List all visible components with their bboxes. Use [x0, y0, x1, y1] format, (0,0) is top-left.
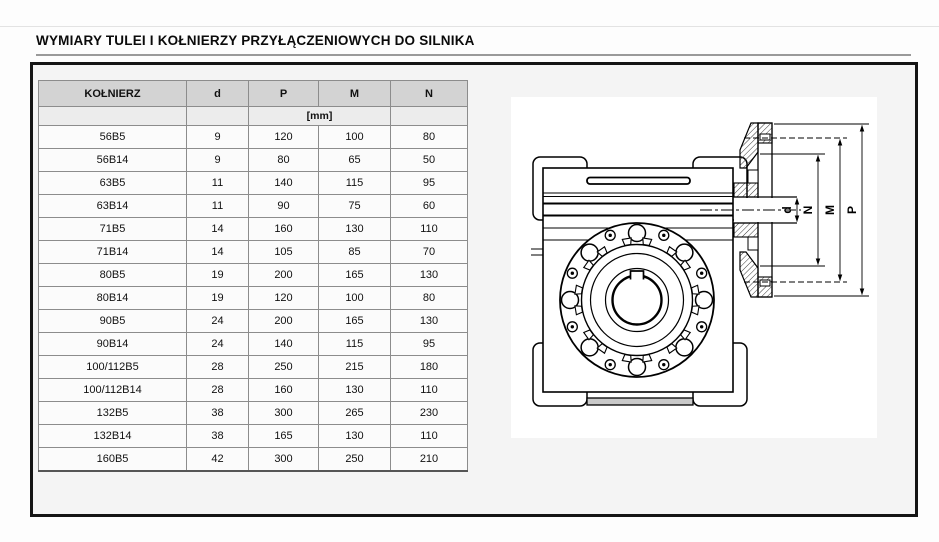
unit-label-cell: [mm] — [249, 107, 391, 126]
table-cell: 11 — [187, 195, 249, 218]
table-cell: 38 — [187, 402, 249, 425]
column-header-n: N — [391, 81, 468, 107]
table-cell: 80 — [391, 287, 468, 310]
dim-label-d: d — [780, 206, 794, 214]
table-cell: 95 — [391, 333, 468, 356]
table-cell: 85 — [319, 241, 391, 264]
table-cell: 165 — [319, 310, 391, 333]
table-cell: 160 — [249, 379, 319, 402]
table-row — [39, 149, 468, 172]
table-cell: 28 — [187, 356, 249, 379]
table-cell: 75 — [319, 195, 391, 218]
page-top-divider — [0, 26, 939, 27]
table-cell: 80 — [249, 149, 319, 172]
table-cell: 200 — [249, 310, 319, 333]
page-title: WYMIARY TULEI I KOŁNIERZY PRZYŁĄCZENIOWYCH DO SILNIKA — [36, 33, 475, 48]
table-cell: 130 — [391, 310, 468, 333]
table-cell: 24 — [187, 333, 249, 356]
table-cell: 130 — [319, 425, 391, 448]
table-row — [39, 379, 468, 402]
gearbox-bottom-plate — [587, 398, 693, 405]
table-cell: 11 — [187, 172, 249, 195]
table-row — [39, 425, 468, 448]
oil-level-slot — [587, 178, 690, 185]
table-cell: 132B5 — [39, 402, 187, 425]
table-cell: 160 — [249, 218, 319, 241]
table-cell: 63B14 — [39, 195, 187, 218]
table-cell: 100 — [319, 126, 391, 149]
table-cell: 250 — [319, 448, 391, 472]
table-cell: 120 — [249, 287, 319, 310]
table-header — [39, 81, 468, 126]
table-row — [39, 287, 468, 310]
table-cell: 90 — [249, 195, 319, 218]
column-header-d: d — [187, 81, 249, 107]
unit-row-empty-cell — [39, 107, 187, 126]
table-cell: 80 — [391, 126, 468, 149]
content-panel — [30, 62, 918, 517]
gearbox-flange-drawing — [511, 97, 877, 438]
table-cell: 9 — [187, 126, 249, 149]
table-cell: 140 — [249, 333, 319, 356]
output-flange-face — [560, 223, 714, 377]
table-cell: 50 — [391, 149, 468, 172]
table-body — [39, 126, 468, 472]
table-cell: 265 — [319, 402, 391, 425]
dimension-labels — [780, 205, 859, 215]
table-cell: 24 — [187, 310, 249, 333]
dim-label-p: P — [845, 205, 859, 215]
table-cell: 14 — [187, 218, 249, 241]
table-row — [39, 172, 468, 195]
header-row — [39, 81, 468, 107]
table-cell: 56B5 — [39, 126, 187, 149]
table-row — [39, 448, 468, 472]
table-cell: 110 — [391, 218, 468, 241]
table-cell: 63B5 — [39, 172, 187, 195]
table-cell: 71B5 — [39, 218, 187, 241]
table-cell: 60 — [391, 195, 468, 218]
dim-label-n: N — [801, 205, 815, 215]
table-cell: 70 — [391, 241, 468, 264]
table-cell: 38 — [187, 425, 249, 448]
table-cell: 19 — [187, 287, 249, 310]
table-cell: 90B14 — [39, 333, 187, 356]
table-cell: 130 — [319, 379, 391, 402]
table-cell: 180 — [391, 356, 468, 379]
table-cell: 165 — [319, 264, 391, 287]
table-cell: 230 — [391, 402, 468, 425]
table-cell: 300 — [249, 402, 319, 425]
table-cell: 115 — [319, 172, 391, 195]
table-cell: 65 — [319, 149, 391, 172]
table-cell: 130 — [319, 218, 391, 241]
shaft-bore — [613, 276, 662, 325]
table-cell: 56B14 — [39, 149, 187, 172]
table-cell: 19 — [187, 264, 249, 287]
table-cell: 160B5 — [39, 448, 187, 472]
table-row — [39, 241, 468, 264]
table-cell: 100/112B14 — [39, 379, 187, 402]
dim-label-m: M — [823, 205, 837, 215]
table-row — [39, 333, 468, 356]
table-cell: 80B5 — [39, 264, 187, 287]
table-cell: 132B14 — [39, 425, 187, 448]
flange-dimensions-table — [38, 80, 468, 472]
table-cell: 215 — [319, 356, 391, 379]
table-cell: 250 — [249, 356, 319, 379]
table-cell: 90B5 — [39, 310, 187, 333]
table-cell: 200 — [249, 264, 319, 287]
column-header-m: M — [319, 81, 391, 107]
technical-drawing-canvas — [511, 97, 877, 438]
table-row — [39, 356, 468, 379]
table-row — [39, 264, 468, 287]
table-cell: 110 — [391, 379, 468, 402]
table-row — [39, 195, 468, 218]
table-cell: 105 — [249, 241, 319, 264]
table-cell: 110 — [391, 425, 468, 448]
title-underline — [36, 54, 911, 56]
table-cell: 80B14 — [39, 287, 187, 310]
table-cell: 165 — [249, 425, 319, 448]
column-header-p: P — [249, 81, 319, 107]
table-cell: 115 — [319, 333, 391, 356]
table-row — [39, 310, 468, 333]
table-cell: 28 — [187, 379, 249, 402]
table-row — [39, 126, 468, 149]
column-header-kolnierz: KOŁNIERZ — [39, 81, 187, 107]
table-row — [39, 218, 468, 241]
table-cell: 120 — [249, 126, 319, 149]
table-cell: 9 — [187, 149, 249, 172]
table-cell: 71B14 — [39, 241, 187, 264]
table-cell: 140 — [249, 172, 319, 195]
unit-row — [39, 107, 468, 126]
table-cell: 130 — [391, 264, 468, 287]
unit-row-empty-cell — [187, 107, 249, 126]
table-cell: 210 — [391, 448, 468, 472]
table-cell: 100 — [319, 287, 391, 310]
unit-row-empty-cell — [391, 107, 468, 126]
table-cell: 100/112B5 — [39, 356, 187, 379]
table-row — [39, 402, 468, 425]
table-cell: 14 — [187, 241, 249, 264]
table-cell: 42 — [187, 448, 249, 472]
table-cell: 95 — [391, 172, 468, 195]
table-cell: 300 — [249, 448, 319, 472]
